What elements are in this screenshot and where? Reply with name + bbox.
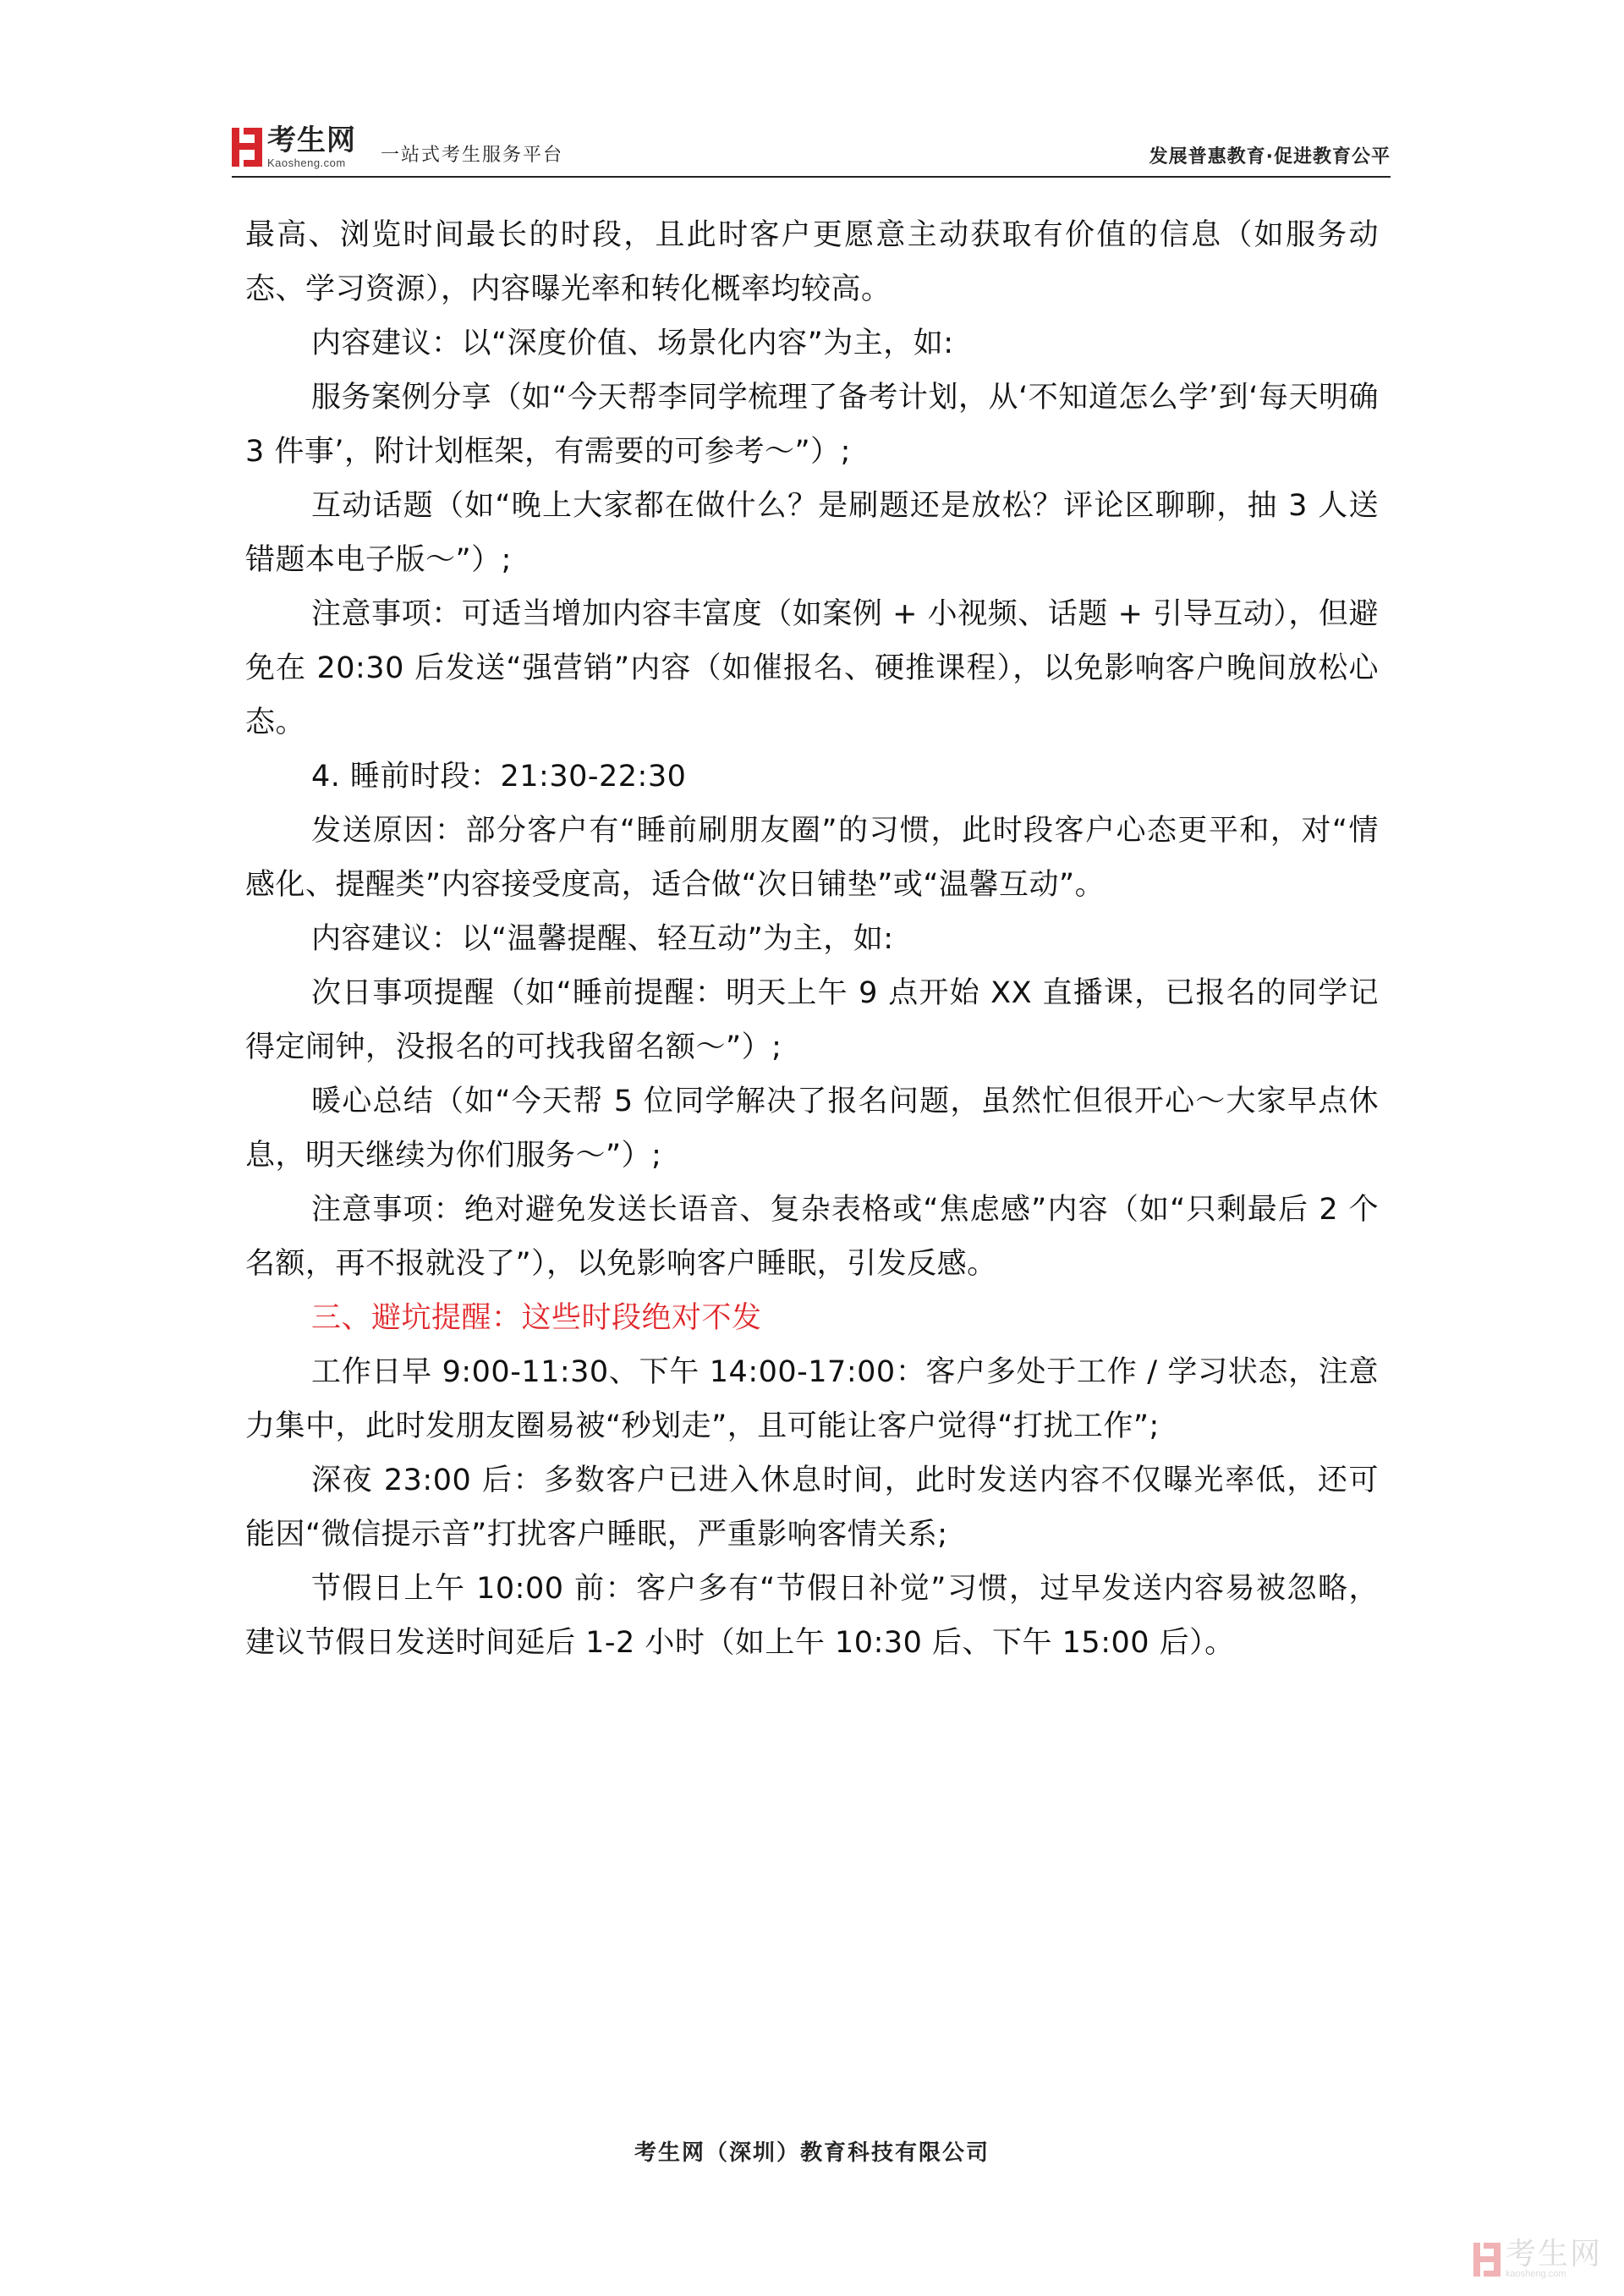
section-subheading: 4. 睡前时段：21:30-22:30	[311, 760, 687, 794]
paragraph: 次日事项提醒（如“睡前提醒：明天上午 9 点开始 XX 直播课，已报名的同学记得定闹钟，没报名的可找我留名额～”）;	[245, 976, 1379, 1064]
header-slogan-left: 一站式考生服务平台	[381, 145, 564, 166]
paragraph: 注意事项：绝对避免发送长语音、复杂表格或“焦虑感”内容（如“只剩最后 2 个名额，再不报就没了”），以免影响客户睡眠，引发反感。	[245, 1193, 1379, 1281]
paragraph: 节假日上午 10:00 前：客户多有“节假日补觉”习惯，过早发送内容易被忽略，建议节假日发送时间延后 1-2 小时（如上午 10:30 后、下午 15:00 后）。	[245, 1572, 1379, 1660]
corner-watermark	[1473, 2239, 1602, 2279]
paragraph: 暖心总结（如“今天帮 5 位同学解决了报名问题，虽然忙但很开心～大家早点休息，明天继续为你们服务～”）;	[245, 1085, 1379, 1173]
paragraph: 最高、浏览时间最长的时段，且此时客户更愿意主动获取有价值的信息（如服务动态、学习资源），内容曝光率和转化概率均较高。	[245, 218, 1379, 306]
document-body	[245, 208, 1379, 1670]
logo-url: Kaosheng.com	[267, 157, 346, 169]
watermark-name: 考生网	[1505, 2237, 1602, 2271]
page-footer: 考生网（深圳）教育科技有限公司	[634, 2140, 990, 2166]
paragraph: 内容建议：以“深度价值、场景化内容”为主，如:	[311, 327, 954, 360]
watermark-url: kaosheng.com	[1505, 2269, 1566, 2279]
header-slogan-right: 发展普惠教育·促进教育公平	[1149, 146, 1391, 168]
kaosheng-logo	[232, 120, 356, 174]
paragraph: 注意事项：可适当增加内容丰富度（如案例 + 小视频、话题 + 引导互动），但避免在 20:30 后发送“强营销”内容（如催报名、硬推课程），以免影响客户晚间放松心态。	[245, 597, 1379, 739]
paragraph: 工作日早 9:00-11:30、下午 14:00-17:00：客户多处于工作 / 学习状态，注意力集中，此时发朋友圈易被“秒划走”，且可能让客户觉得“打扰工作”;	[245, 1355, 1379, 1443]
paragraph: 服务案例分享（如“今天帮李同学梳理了备考计划，从‘不知道怎么学’到‘每天明确 3 件事’，附计划框架，有需要的可参考～”）;	[245, 381, 1379, 469]
page-header	[232, 120, 1391, 174]
kaosheng-logo-icon	[232, 128, 262, 167]
logo-name: 考生网	[267, 124, 356, 157]
paragraph: 发送原因：部分客户有“睡前刷朋友圈”的习惯，此时段客户心态更平和，对“情感化、提醒类”内容接受度高，适合做“次日铺垫”或“温馨互动”。	[245, 814, 1379, 902]
paragraph: 互动话题（如“晚上大家都在做什么？是刷题还是放松？评论区聊聊，抽 3 人送错题本电子版～”）;	[245, 489, 1379, 577]
paragraph: 内容建议：以“温馨提醒、轻互动”为主，如:	[311, 922, 894, 956]
paragraph: 深夜 23:00 后：多数客户已进入休息时间，此时发送内容不仅曝光率低，还可能因“微信提示音”打扰客户睡眠，严重影响客情关系;	[245, 1464, 1379, 1552]
watermark-logo-icon	[1473, 2243, 1501, 2277]
section-heading: 三、避坑提醒：这些时段绝对不发	[311, 1301, 762, 1335]
header-divider	[232, 176, 1391, 178]
